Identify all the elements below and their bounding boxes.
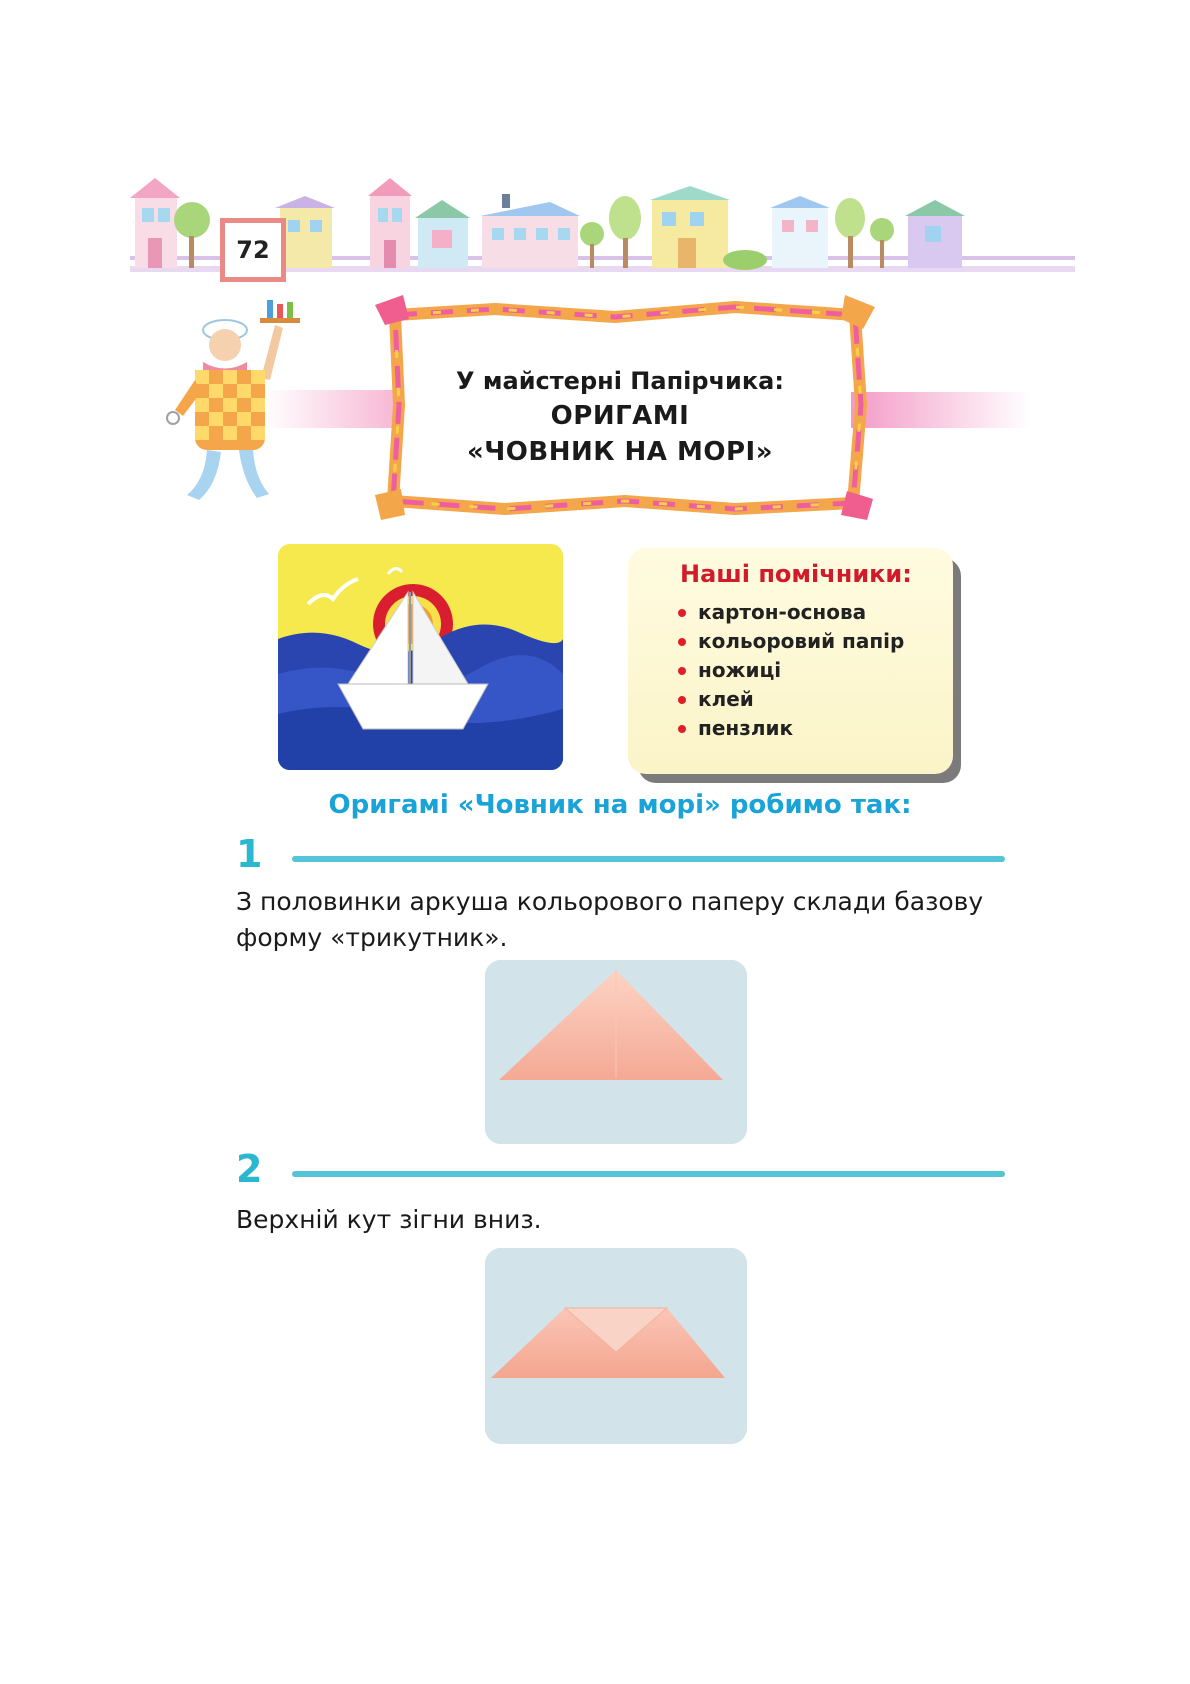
title-boat-line: «ЧОВНИК НА МОРІ» xyxy=(467,437,773,467)
helpers-list-item: ножиці xyxy=(678,656,933,685)
boat-origami-picture xyxy=(278,544,563,770)
step-1-divider xyxy=(292,856,1005,862)
step-1-triangle-image xyxy=(485,960,747,1144)
helpers-list-item: клей xyxy=(678,685,933,714)
bullet-icon xyxy=(678,725,686,733)
bullet-icon xyxy=(678,609,686,617)
page-number: 72 xyxy=(220,218,286,282)
helpers-title: Наші помічники: xyxy=(680,560,912,588)
lesson-title xyxy=(420,364,820,470)
step-1-number: 1 xyxy=(236,832,263,876)
helpers-list-item: кольоровий папір xyxy=(678,627,933,656)
bullet-icon xyxy=(678,638,686,646)
helpers-list-item: картон-основа xyxy=(678,598,933,627)
helpers-list-item: пензлик xyxy=(678,714,933,743)
title-origami-line: ОРИГАМІ xyxy=(550,401,690,431)
step-2-divider xyxy=(292,1171,1005,1177)
how-to-heading: Оригамі «Човник на морі» робимо так: xyxy=(328,790,912,820)
step-2-number: 2 xyxy=(236,1147,263,1191)
bullet-icon xyxy=(678,696,686,704)
helpers-card xyxy=(628,548,953,774)
bullet-icon xyxy=(678,667,686,675)
step-2-folded-image xyxy=(485,1248,747,1444)
title-band-right xyxy=(850,392,1030,428)
step-1-text: З половинки аркуша кольорового паперу склади базову форму «трикутник». xyxy=(236,887,984,952)
step-2-text: Верхній кут зігни вниз. xyxy=(236,1205,542,1234)
helpers-list xyxy=(678,598,933,743)
title-workshop-line: У майстерні Папірчика: xyxy=(456,367,784,395)
